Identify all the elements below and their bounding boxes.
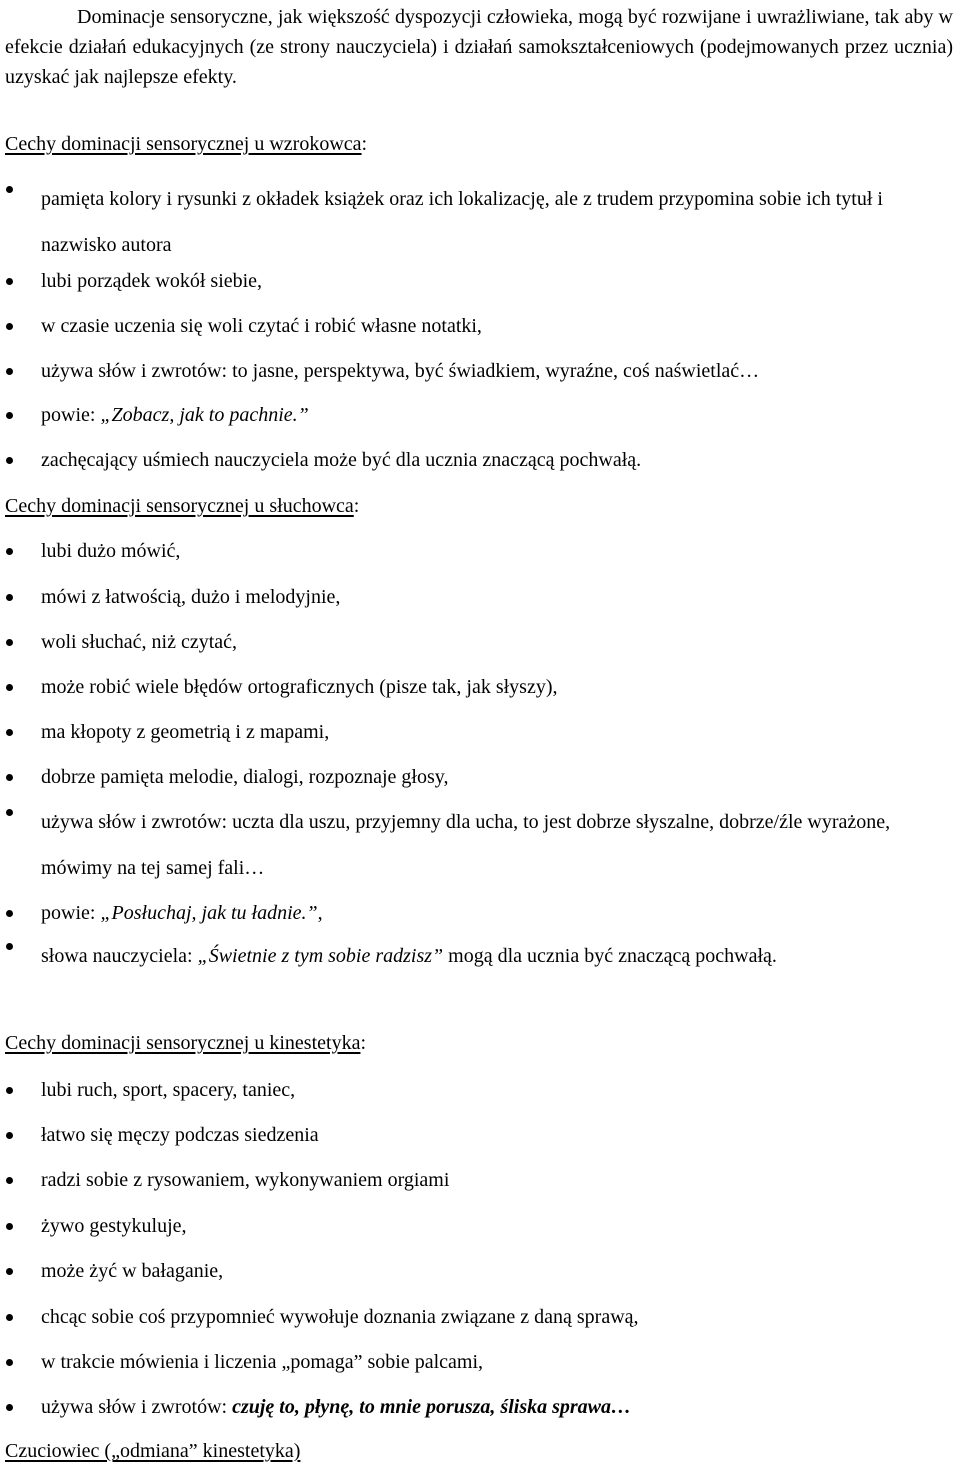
list-item: powie: „Zobacz, jak to pachnie.” bbox=[41, 402, 951, 428]
intro-paragraph bbox=[5, 2, 953, 92]
list-item: lubi dużo mówić, bbox=[41, 538, 951, 564]
list-item: lubi ruch, sport, spacery, taniec, bbox=[41, 1077, 951, 1103]
heading-sluchowiec-text: Cechy dominacji sensorycznej u słuchowca bbox=[5, 495, 354, 517]
intro-text: Dominacje sensoryczne, jak większość dyspozycji człowieka, mogą być rozwijane i uwrażliwiane, tak aby w efekcie działań edukacyjnych (ze strony nauczyciela) i działań samokształceniowych (podejmowanych przez ucznia) uzyskać jak najlepsze efekty. bbox=[5, 6, 953, 88]
heading-czuciowiec-text: Czuciowiec („odmiana” kinestetyka) bbox=[5, 1440, 301, 1462]
heading-kinestetyk-text: Cechy dominacji sensorycznej u kinestetyka bbox=[5, 1032, 361, 1054]
list-item: powie: „Posłuchaj, jak tu ładnie.”, bbox=[41, 900, 951, 926]
list-item: może żyć w bałaganie, bbox=[41, 1258, 951, 1284]
list-item: w czasie uczenia się woli czytać i robić własne notatki, bbox=[41, 313, 951, 339]
list-item: może robić wiele błędów ortograficznych (pisze tak, jak słyszy), bbox=[41, 674, 951, 700]
list-item: zachęcający uśmiech nauczyciela może być dla ucznia znaczącą pochwałą. bbox=[41, 447, 951, 473]
list-item: lubi porządek wokół siebie, bbox=[41, 268, 951, 294]
list-item: dobrze pamięta melodie, dialogi, rozpoznaje głosy, bbox=[41, 764, 951, 790]
list-item: pamięta kolory i rysunki z okładek książek oraz ich lokalizację, ale z trudem przypomina sobie ich tytuł i nazwisko autora bbox=[41, 176, 951, 268]
list-item: używa słów i zwrotów: to jasne, perspektywa, być świadkiem, wyraźne, coś naświetlać… bbox=[41, 358, 951, 384]
list-item: żywo gestykuluje, bbox=[41, 1213, 951, 1239]
list-item: ma kłopoty z geometrią i z mapami, bbox=[41, 719, 951, 745]
list-item: chcąc sobie coś przypomnieć wywołuje doznania związane z daną sprawą, bbox=[41, 1304, 951, 1330]
list-item: używa słów i zwrotów: uczta dla uszu, przyjemny dla ucha, to jest dobrze słyszalne, dobrze/źle wyrażone, mówimy na tej samej fali… bbox=[41, 799, 951, 891]
list-item: łatwo się męczy podczas siedzenia bbox=[41, 1122, 951, 1148]
heading-wzrokowiec: Cechy dominacji sensorycznej u wzrokowca: bbox=[5, 133, 368, 155]
list-item: w trakcie mówienia i liczenia „pomaga” sobie palcami, bbox=[41, 1349, 951, 1375]
list-item: słowa nauczyciela: „Świetnie z tym sobie radzisz” mogą dla ucznia być znaczącą pochwałą. bbox=[41, 933, 951, 979]
list-item: używa słów i zwrotów: czuję to, płynę, to mnie porusza, śliska sprawa… bbox=[41, 1394, 951, 1420]
list-item: woli słuchać, niż czytać, bbox=[41, 629, 951, 655]
heading-kinestetyk: Cechy dominacji sensorycznej u kinestetyka: bbox=[5, 1032, 367, 1054]
heading-czuciowiec bbox=[5, 1438, 300, 1464]
list-item: mówi z łatwością, dużo i melodyjnie, bbox=[41, 584, 951, 610]
heading-wzrokowiec-text: Cechy dominacji sensorycznej u wzrokowca bbox=[5, 133, 362, 155]
list-item: radzi sobie z rysowaniem, wykonywaniem orgiami bbox=[41, 1167, 951, 1193]
heading-sluchowiec: Cechy dominacji sensorycznej u słuchowca: bbox=[5, 495, 360, 517]
